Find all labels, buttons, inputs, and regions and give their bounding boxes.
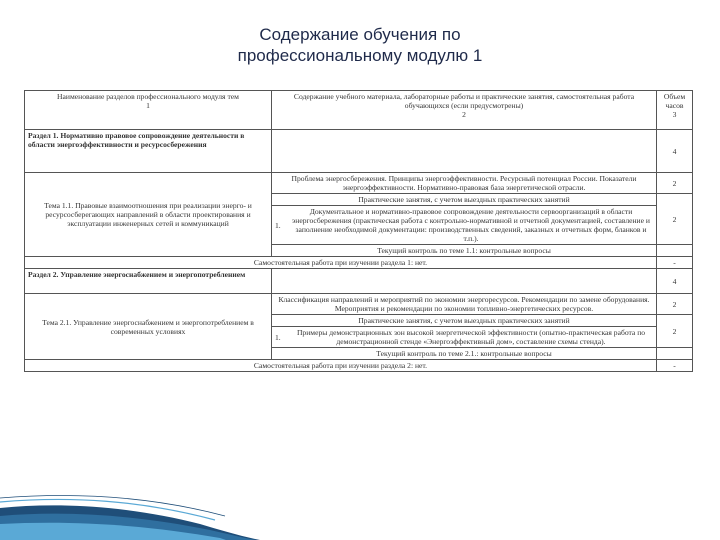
section-1-row [25,130,693,173]
theme-1-1-control-hours-empty [657,245,693,257]
self-work-2-row [25,360,693,372]
theme-1-1-content-row [25,173,693,194]
theme-1-1-content: Проблема энергосбережения. Принципы энергоэффективности. Ресурсный потенциал России. Показатели энергоэффективности. Нормативно-правовая база энергетической отрасли. [272,173,657,194]
slide-title-line-2: профессиональному модулю 1 [237,46,483,65]
theme-1-1-practice-text: Документальное и нормативно-правовое сопровождение деятельности сервоорганизаций в области энергосбережения (практическая работа с контрольно-нормативной и отчетной документацией, составление и заполнение необходимой документации: производственных сведений, заказных и отчетных форм, бланков и т.п.). [292,207,650,243]
header-col-content: Содержание учебного материала, лабораторные работы и практические занятия, самостоятельная работа обучающихся (если предусмотрены) 2 [272,91,657,130]
corner-decoration [0,450,260,540]
section-2-empty [272,269,657,294]
section-2-hours: 4 [657,269,693,294]
theme-2-1-control: Текущий контроль по теме 2.1.: контрольные вопросы [272,348,657,360]
theme-1-1-practice-header: Практические занятия, с учетом выездных практических занятий [272,194,657,206]
slide-title-line-1: Содержание обучения по [259,25,461,44]
theme-2-1-practice-header: Практические занятия, с учетом выездных практических занятий [272,315,657,327]
theme-2-1-content: Классификация направлений и мероприятий по экономии энергоресурсов. Рекомендации по замене оборудования. Мероприятия и рекомендации по экономии топливно-энергетических ресурсов. [272,294,657,315]
section-1-hours: 4 [657,130,693,173]
section-2-title: Раздел 2. Управление энергоснабжением и энергопотреблением [25,269,272,294]
theme-2-1-title: Тема 2.1. Управление энергоснабжением и энергопотреблением в современных условиях [25,294,272,360]
header-col-sections: Наименование разделов профессионального модуля тем 1 [25,91,272,130]
theme-2-1-content-hours: 2 [657,294,693,315]
theme-2-1-practice-number: 1. [275,332,281,342]
theme-1-1-practice-hours: 2 [657,194,693,245]
self-work-1-row [25,257,693,269]
self-work-1-text: Самостоятельная работа при изучении раздела 1: нет. [25,257,657,269]
theme-1-1-control: Текущий контроль по теме 1.1: контрольные вопросы [272,245,657,257]
self-work-2-hours: - [657,360,693,372]
theme-1-1-practice-number: 1. [275,220,281,230]
section-2-row [25,269,693,294]
curriculum-table [24,90,693,372]
theme-2-1-practice-cell [272,327,657,348]
self-work-1-hours: - [657,257,693,269]
theme-2-1-content-row [25,294,693,315]
theme-1-1-title: Тема 1.1. Правовые взаимоотношения при реализации энерго- и ресурсосберегающих направлений в области проектирования и эксплуатации инженерных сетей и коммуникаций [25,173,272,257]
theme-2-1-control-hours-empty [657,348,693,360]
slide-title [0,24,720,66]
theme-2-1-practice-text: Примеры демонстрационных зон высокой энергетической эффективности (опытно-практическая работа по демонстрационной стенде «Энергоэффективный дом», составление схемы стенда). [296,328,646,346]
theme-2-1-practice-hours: 2 [657,315,693,348]
theme-1-1-content-hours: 2 [657,173,693,194]
self-work-2-text: Самостоятельная работа при изучении раздела 2: нет. [25,360,657,372]
section-1-empty [272,130,657,173]
section-1-title: Раздел 1. Нормативно правовое сопровождение деятельности в области энергоэффективности и ресурсосбережения [25,130,272,173]
header-col-hours: Объем часов 3 [657,91,693,130]
table-header-row [25,91,693,130]
theme-1-1-practice-cell [272,206,657,245]
